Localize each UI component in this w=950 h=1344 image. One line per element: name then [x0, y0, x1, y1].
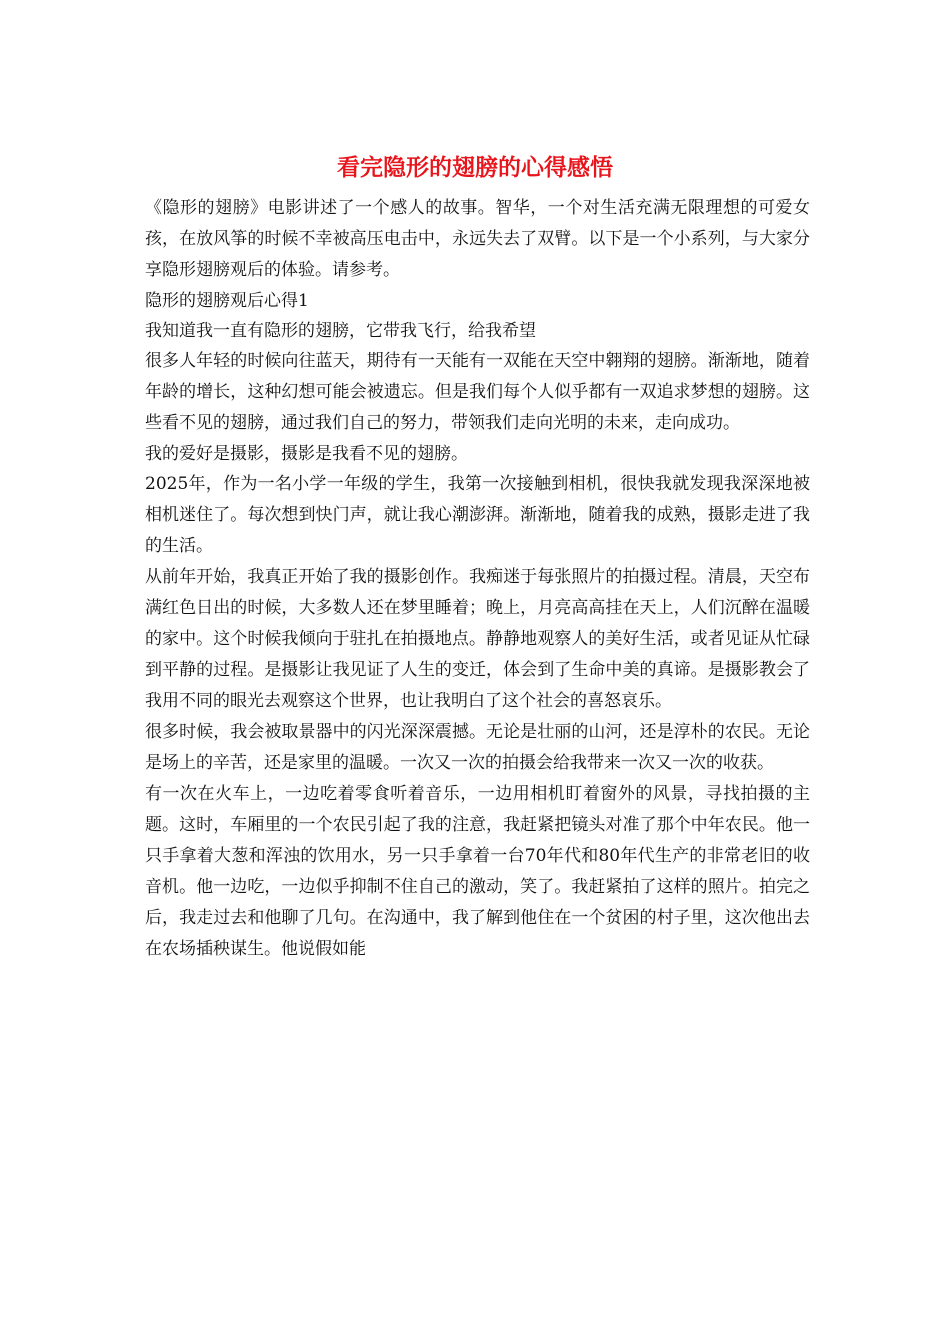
- paragraph-first-camera: 2025年，作为一名小学一年级的学生，我第一次接触到相机，很快我就发现我深深地被相机迷住了。每次想到快门声，就让我心潮澎湃。渐渐地，随着我的成熟，摄影走进了我的生活。: [145, 474, 810, 556]
- paragraph-hobby: 我的爱好是摄影，摄影是我看不见的翅膀。: [145, 444, 468, 464]
- paragraph-wings: 很多人年轻的时候向往蓝天，期待有一天能有一双能在天空中翱翔的翅膀。渐渐地，随着年龄的增长，这种幻想可能会被遗忘。但是我们每个人似乎都有一双追求梦想的翅膀。这些看不见的翅膀，通过我们自己的努力，带领我们走向光明的未来，走向成功。: [145, 351, 810, 433]
- section-heading: 隐形的翅膀观后心得1: [145, 291, 309, 311]
- paragraph-intro: 《隐形的翅膀》电影讲述了一个感人的故事。智华，一个对生活充满无限理想的可爱女孩，在放风筝的时候不幸被高压电击中，永远失去了双臂。以下是一个小系列，与大家分享隐形翅膀观后的体验。请参考。: [145, 198, 810, 280]
- document-title: 看完隐形的翅膀的心得感悟: [337, 154, 613, 181]
- paragraph-photography-creation: 从前年开始，我真正开始了我的摄影创作。我痴迷于每张照片的拍摄过程。清晨，天空布满红色日出的时候，大多数人还在梦里睡着；晚上，月亮高高挂在天上，人们沉醉在温暖的家中。这个时候我倾向于驻扎在拍摄地点。静静地观察人的美好生活，或者见证从忙碌到平静的过程。是摄影让我见证了人生的变迁，体会到了生命中美的真谛。是摄影教会了我用不同的眼光去观察这个世界，也让我明白了这个社会的喜怒哀乐。: [145, 567, 810, 711]
- paragraph-train-story: 有一次在火车上，一边吃着零食听着音乐，一边用相机盯着窗外的风景，寻找拍摄的主题。这时，车厢里的一个农民引起了我的注意，我赶紧把镜头对准了那个中年农民。他一只手拿着大葱和浑浊的饮用水，另一只手拿着一台70年代和80年代生产的非常老旧的收音机。他一边吃，一边似乎抑制不住自己的激动，笑了。我赶紧拍了这样的照片。拍完之后，我走过去和他聊了几句。在沟通中，我了解到他住在一个贫困的村子里，这次他出去在农场插秧谋生。他说假如能: [145, 784, 810, 959]
- document-body: [145, 193, 810, 965]
- paragraph-viewfinder: 很多时候，我会被取景器中的闪光深深震撼。无论是壮丽的山河，还是淳朴的农民。无论是场上的辛苦，还是家里的温暖。一次又一次的拍摄会给我带来一次又一次的收获。: [145, 722, 810, 773]
- paragraph-subtitle: 我知道我一直有隐形的翅膀，它带我飞行，给我希望: [145, 321, 536, 341]
